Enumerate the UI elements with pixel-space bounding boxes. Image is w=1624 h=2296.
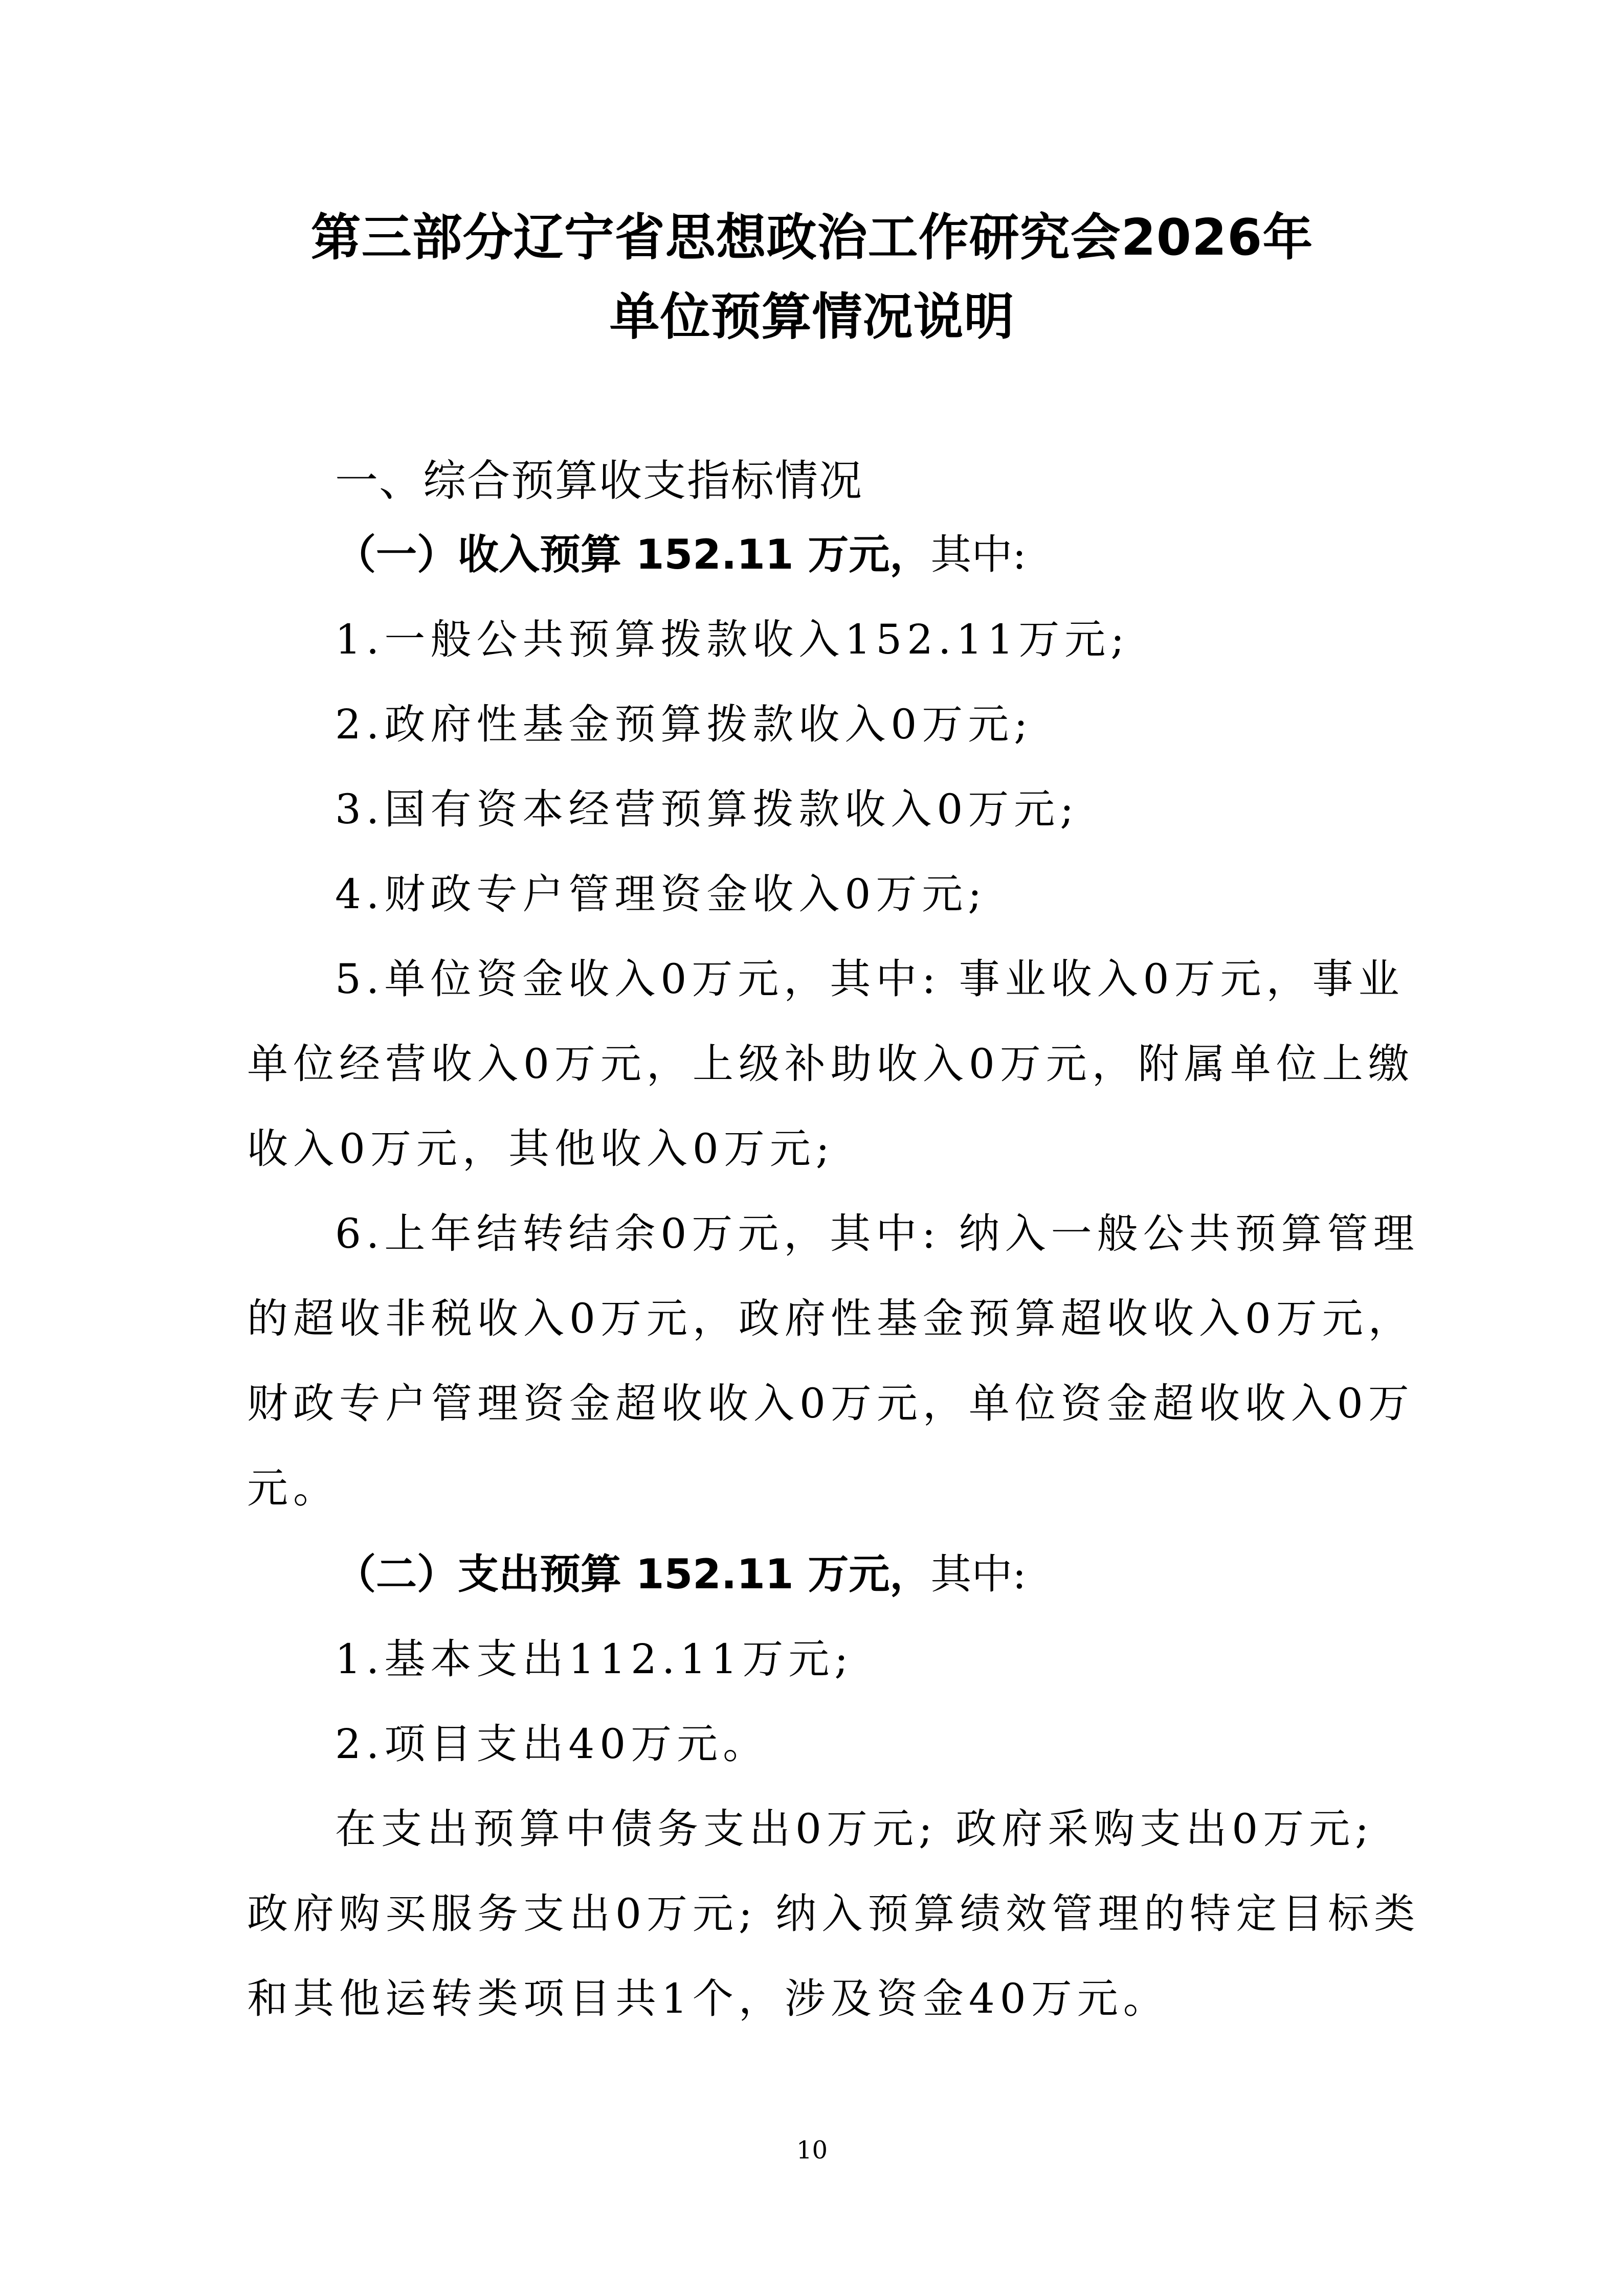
income-subheading-lead: （一）收入预算 152.11 万元， (335, 531, 931, 578)
expense-subheading-tail: 其中: (930, 1550, 1027, 1598)
page-number: 10 (796, 2136, 828, 2165)
income-item-6-line-3: 财政专户管理资金超收收入0万元，单位资金超收收入0万 (247, 1380, 1414, 1427)
expense-paragraph-line-3: 和其他运转类项目共1个，涉及资金40万元。 (247, 1975, 1169, 2022)
income-subheading (335, 527, 1026, 583)
income-item-2: 2.政府性基金预算拨款收入0万元; (335, 701, 1033, 748)
expense-paragraph-line-2: 政府购买服务支出0万元; 纳入预算绩效管理的特定目标类 (247, 1890, 1420, 1938)
income-subheading-tail: 其中: (930, 531, 1027, 578)
expense-subheading-lead: （二）支出预算 152.11 万元， (335, 1550, 931, 1598)
income-item-1: 1.一般公共预算拨款收入152.11万元; (335, 616, 1130, 663)
income-item-6-line-4: 元。 (247, 1465, 339, 1512)
income-item-6-line-1: 6.上年结转结余0万元，其中: 纳入一般公共预算管理 (335, 1210, 1419, 1257)
expense-item-1: 1.基本支出112.11万元; (335, 1635, 854, 1683)
section-heading-overview: 一、综合预算收支指标情况 (335, 456, 863, 506)
expense-subheading (335, 1546, 1026, 1603)
income-item-6-line-2: 的超收非税收入0万元，政府性基金预算超收收入0万元， (247, 1295, 1414, 1342)
income-item-4: 4.财政专户管理资金收入0万元; (335, 870, 987, 918)
income-item-5-line-2: 单位经营收入0万元，上级补助收入0万元，附属单位上缴 (247, 1040, 1414, 1088)
document-title-line-1: 第三部分辽宁省思想政治工作研究会2026年 (310, 209, 1314, 267)
income-item-5-line-1: 5.单位资金收入0万元，其中: 事业收入0万元，事业 (335, 955, 1405, 1003)
document-title-line-2: 单位预算情况说明 (609, 288, 1015, 346)
income-item-3: 3.国有资本经营预算拨款收入0万元; (335, 785, 1079, 833)
income-item-5-line-3: 收入0万元，其他收入0万元; (247, 1125, 835, 1173)
expense-item-2: 2.项目支出40万元。 (335, 1720, 769, 1768)
expense-paragraph-line-1: 在支出预算中债务支出0万元; 政府采购支出0万元; (335, 1805, 1374, 1853)
